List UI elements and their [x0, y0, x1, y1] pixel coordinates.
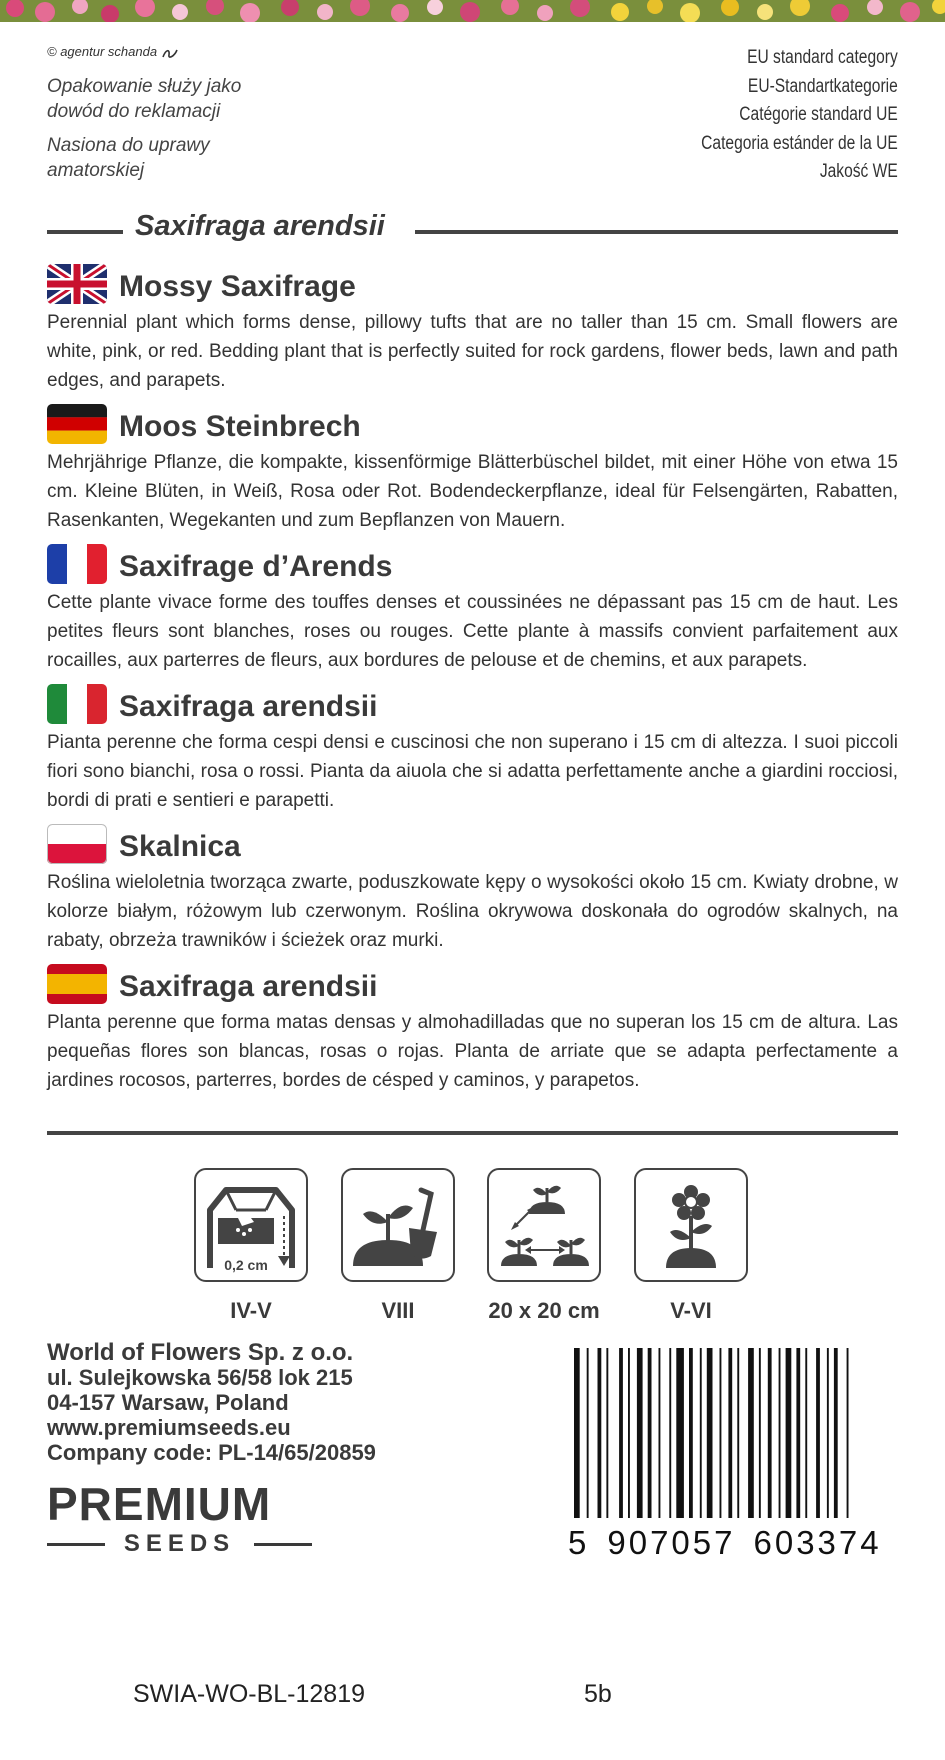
barcode-number: 5 907057 603374 [568, 1524, 882, 1561]
barcode-bar [728, 1348, 732, 1518]
barcode-bar [707, 1348, 713, 1518]
species-title: Saxifraga arendsii [135, 210, 385, 242]
barcode-bar [786, 1348, 792, 1518]
barcode-bar [648, 1348, 652, 1518]
barcode-bar [689, 1348, 693, 1518]
company-website[interactable]: www.premiumseeds.eu [47, 1415, 291, 1440]
barcode-bar [676, 1348, 684, 1518]
language-name: Skalnica [119, 830, 241, 863]
barcode-bar [748, 1348, 754, 1518]
poland-flag-icon [47, 824, 107, 864]
barcode-bar [827, 1348, 829, 1518]
company-info [47, 1340, 376, 1465]
language-description: Pianta perenne che forma cespi densi e cuscinosi che non superano i 15 cm di altezza. I suoi piccoli fiori sono bianchi, rosa o rossi. Pianta da aiuola che si adatta perfettamente anche a giardini rocciosi, bordi di prati e sentieri e parapetti. [47, 732, 898, 811]
species-heading [47, 210, 898, 246]
barcode-bar [637, 1348, 643, 1518]
greenhouse-sowing-icon [194, 1168, 308, 1282]
barcode-bar [768, 1348, 772, 1518]
version-label: 5b [584, 1680, 612, 1708]
barcode-bar [669, 1348, 671, 1518]
eu-category-list: EU standard category EU-Standartkategorie Catégorie standard UE Categoria estánder de la UE Jakość WE [701, 47, 898, 182]
sowing-month-label: IV-V [230, 1298, 272, 1323]
brand-subtitle: SEEDS [123, 1530, 236, 1557]
barcode-bar [796, 1348, 800, 1518]
language-description: Mehrjährige Pflanze, die kompakte, kissenförmige Blätterbüschel bildet, mit einer Höhe von etwa 15 cm. Kleine Blüten, in Weiß, Rosa oder Rot. Bodendeckerpflanze, ideal für Felsengärten, Rabatten, Rasenkanten, Wegekanten und zum Bepflanzen von Mauern. [47, 452, 898, 531]
barcode [570, 1348, 900, 1518]
language-name: Saxifraga arendsii [119, 970, 378, 1003]
barcode-bar [737, 1348, 739, 1518]
germany-flag-icon [47, 404, 107, 444]
barcode-bar [700, 1348, 702, 1518]
language-name: Saxifraga arendsii [119, 690, 378, 723]
planting-month-label: VIII [381, 1298, 415, 1323]
brand-name: PREMIUM [47, 1478, 272, 1530]
barcode-bar [587, 1348, 589, 1518]
flower-photo-strip [0, 0, 945, 22]
language-description: Planta perenne que forma matas densas y almohadilladas que no superan los 15 cm de altura. Las pequeñas flores son blancas, rosas o rojas. Planta de arriate que se adapta perfectamente a jardines rocosos, parterres, bordes de césped y caminos, y parapetos. [47, 1012, 898, 1091]
italy-flag-icon [47, 684, 107, 724]
planting-icon [341, 1168, 455, 1282]
barcode-bar [759, 1348, 761, 1518]
barcode-bar [779, 1348, 781, 1518]
spacing-icon [487, 1168, 601, 1282]
barcode-bar [720, 1348, 722, 1518]
language-description: Cette plante vivace forme des touffes denses et coussinées ne dépassant pas 15 cm de haut. Les petites fleurs sont blanches, roses ou rouges. Cette plante à massifs convient parfaitement aux rocailles, aux parterres de fleurs, aux bordures de pelouse et de chemins, et aux parapets. [47, 592, 898, 671]
amateur-note: Nasiona do uprawy amatorskiej [47, 135, 210, 181]
barcode-bar [816, 1348, 820, 1518]
flowering-icon [634, 1168, 748, 1282]
section-divider [47, 1131, 898, 1135]
barcode-bar [606, 1348, 608, 1518]
barcode-bar [628, 1348, 630, 1518]
uk-flag-icon [47, 264, 107, 304]
signature-icon [161, 47, 179, 59]
sowing-depth-text: 0,2 cm [224, 1257, 268, 1273]
language-description: Roślina wieloletnia tworząca zwarte, poduszkowate kępy o wysokości około 15 cm. Kwiaty drobne, w kolorze białym, różowym lub czerwonym. Roślina okrywowa doskonała do ogrodów skalnych, na rabaty, obrzeża trawników i ścieżek oraz murki. [47, 872, 898, 951]
flowering-month-label: V-VI [670, 1298, 712, 1323]
barcode-bar [847, 1348, 849, 1518]
company-name: World of Flowers Sp. z o.o. [47, 1339, 354, 1366]
language-description: Perennial plant which forms dense, pillowy tufts that are no taller than 15 cm. Small flowers are white, pink, or red. Bedding plant that is perfectly suited for rock gardens, flower beds, lawn and path edges, and parapets. [47, 312, 898, 391]
barcode-bar [574, 1348, 580, 1518]
france-flag-icon [47, 544, 107, 584]
spacing-label: 20 x 20 cm [488, 1298, 600, 1323]
language-name: Saxifrage d’Arends [119, 550, 393, 583]
barcode-bar [598, 1348, 602, 1518]
spain-flag-icon [47, 964, 107, 1004]
premium-seeds-logo [47, 1480, 312, 1558]
barcode-bar [659, 1348, 661, 1518]
product-code: SWIA-WO-BL-12819 [133, 1680, 366, 1708]
company-city: 04-157 Warsaw, Poland [47, 1390, 289, 1415]
barcode-bar [619, 1348, 623, 1518]
barcode-bar [834, 1348, 838, 1518]
language-name: Moos Steinbrech [119, 410, 361, 443]
complaint-note: Opakowanie służy jako dowód do reklamacji [47, 76, 242, 122]
copyright-notice: © agentur schanda [47, 44, 179, 59]
company-code: Company code: PL-14/65/20859 [47, 1440, 376, 1465]
company-street: ul. Sulejkowska 56/58 lok 215 [47, 1365, 353, 1390]
language-name: Mossy Saxifrage [119, 270, 356, 303]
barcode-bar [805, 1348, 807, 1518]
